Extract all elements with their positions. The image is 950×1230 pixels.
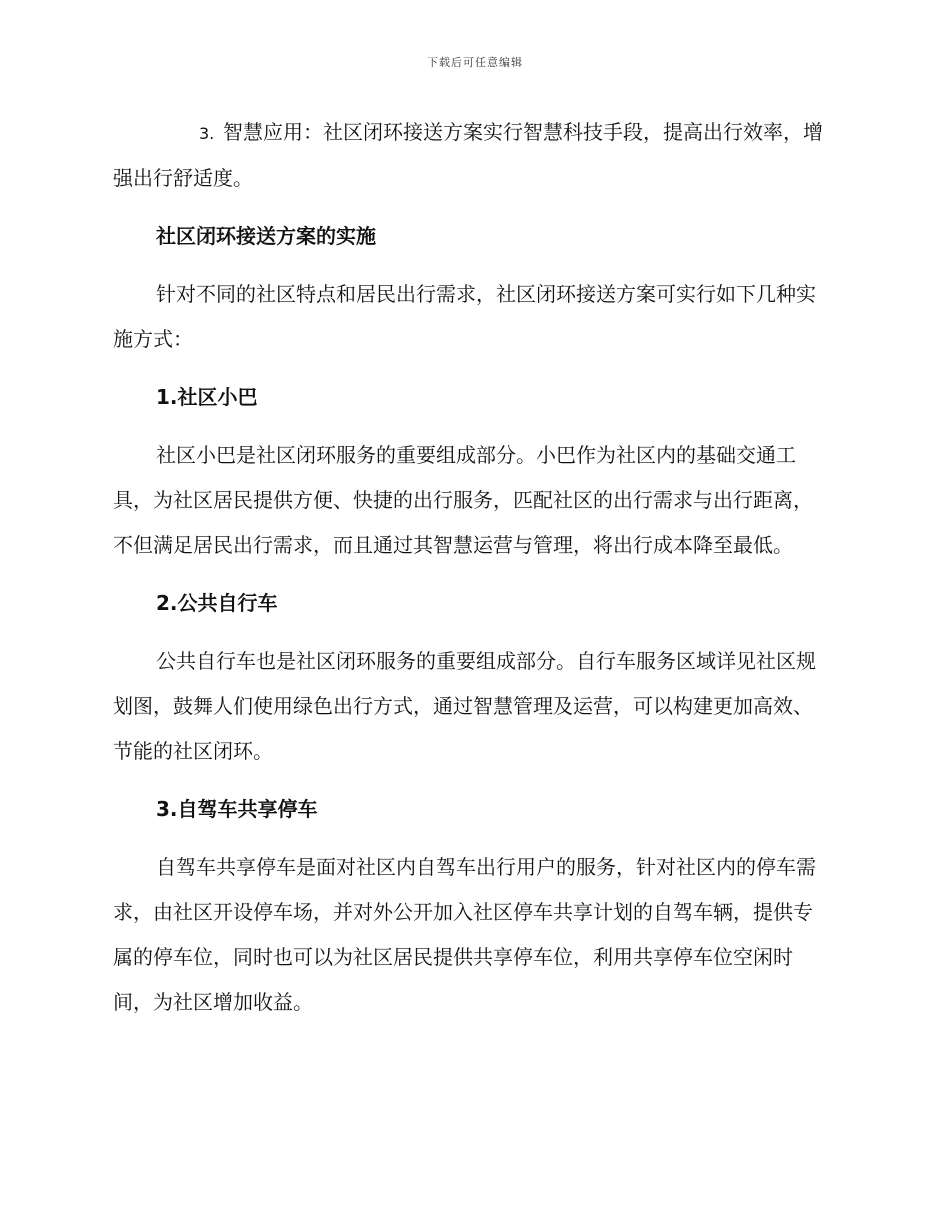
subsection-body-1: 社区小巴是社区闭环服务的重要组成部分。小巴作为社区内的基础交通工具，为社区居民提供方便、快捷的出行服务，匹配社区的出行需求与出行距离，不但满足居民出行需求，而且通过其智慧运营与管理，将出行成本降至最低。	[113, 443, 813, 557]
subsection-heading-3: 3.自驾车共享停车	[156, 797, 318, 821]
subsection-body-3: 自驾车共享停车是面对社区内自驾车出行用户的服务，针对社区内的停车需求，由社区开设停车场，并对外公开加入社区停车共享计划的自驾车辆，提供专属的停车位，同时也可以为社区居民提供共享停车位，利用共享停车位空闲时间，为社区增加收益。	[113, 855, 816, 1014]
subsection-heading-2: 2.公共自行车	[156, 591, 278, 615]
section-intro: 针对不同的社区特点和居民出行需求，社区闭环接送方案可实行如下几种实施方式：	[113, 282, 816, 351]
section-heading: 社区闭环接送方案的实施	[156, 224, 376, 248]
list-item-3	[113, 110, 831, 201]
subsection-body-2: 公共自行车也是社区闭环服务的重要组成部分。自行车服务区域详见社区规划图，鼓舞人们使用绿色出行方式，通过智慧管理及运营，可以构建更加高效、节能的社区闭环。	[113, 649, 816, 763]
subsection-heading-1: 1.社区小巴	[156, 385, 258, 409]
list-number: 3.	[199, 124, 215, 143]
page-header: 下载后可任意编辑	[427, 56, 523, 69]
list-item-text: 智慧应用：社区闭环接送方案实行智慧科技手段，提高出行效率，增强出行舒适度。	[113, 120, 823, 190]
document-body	[113, 110, 831, 1038]
